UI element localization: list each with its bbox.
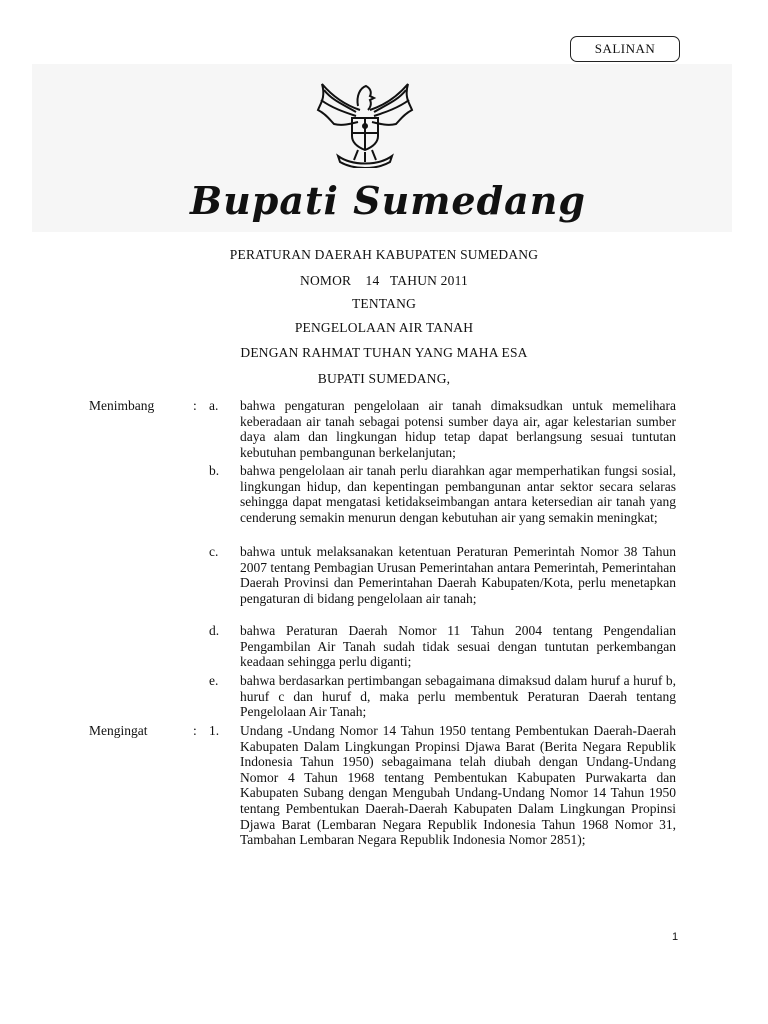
- menimbang-item-e-num: e.: [209, 673, 219, 688]
- menimbang-item-c-num: c.: [209, 544, 219, 559]
- menimbang-item-d-text: bahwa Peraturan Daerah Nomor 11 Tahun 2004 tentang Pengendalian Pengambilan Air Tanah sudah tidak sesuai dengan tuntutan perkembangan keadaan sehingga perlu diganti;: [240, 623, 676, 670]
- garuda-emblem-icon: [312, 76, 418, 168]
- regulation-number: NOMOR 14 TAHUN 2011: [300, 273, 468, 288]
- mengingat-label: Mengingat: [89, 723, 148, 738]
- menimbang-item-e-text: bahwa berdasarkan pertimbangan sebagaimana dimaksud dalam huruf a huruf b, huruf c dan huruf d, maka perlu membentuk Peraturan Daerah tentang Pengelolaan Air Tanah;: [240, 673, 676, 720]
- mengingat-colon: :: [193, 723, 197, 738]
- page-number: 1: [672, 931, 679, 943]
- menimbang-item-d-num: d.: [209, 623, 220, 638]
- issuer-line: BUPATI SUMEDANG,: [317, 371, 451, 386]
- menimbang-item-a-text: bahwa pengaturan pengelolaan air tanah dimaksudkan untuk memelihara keberadaan air tanah sebagai potensi sumber daya air, agar kelestarian sumber daya alam dan lingkungan hidup tetap dapat berlangsung sesuai tuntutan kebutuhan pembangunan berkelanjutan;: [240, 398, 676, 460]
- regulation-title: PERATURAN DAERAH KABUPATEN SUMEDANG: [229, 247, 539, 262]
- menimbang-item-b-num: b.: [209, 463, 220, 478]
- mengingat-item-1-text: Undang -Undang Nomor 14 Tahun 1950 tentang Pembentukan Daerah-Daerah Kabupaten Dalam Lingkungan Propinsi Djawa Barat (Berita Negara Republik Indonesia Tahun 1950) sebagaimana telah diubah dengan Undang-Undang Nomor 4 Tahun 1968 tentang Pembentukan Kabupaten Purwakarta dan Kabupaten Subang dengan Mengubah Undang-Undang Nomor 14 Tahun 1950 tentang Pembentukan Daerah-Daerah Kabupaten Dalam Lingkungan Propinsi Djawa Barat (Lembaran Negara Republik Indonesia Tahun 1968 Nomor 31, Tambahan Lembaran Negara Republik Indonesia Nomor 2851);: [240, 723, 676, 848]
- mengingat-item-1-num: 1.: [209, 723, 220, 738]
- menimbang-item-a-num: a.: [209, 398, 219, 413]
- bupati-sumedang-script-heading: Bupati Sumedang: [190, 178, 587, 223]
- menimbang-item-b-text: bahwa pengelolaan air tanah perlu diarahkan agar memperhatikan fungsi sosial, lingkungan hidup, dan kepentingan pembangunan antar sektor secara selaras sehingga dapat mengatasi ketidakseimbangan antara ketersedian air tanah yang cenderung semakin menurun dengan kebutuhan air yang semakin meningkat;: [240, 463, 676, 525]
- menimbang-item-c-text: bahwa untuk melaksanakan ketentuan Peraturan Pemerintah Nomor 38 Tahun 2007 tentang Pembagian Urusan Pemerintahan antara Pemerintah, Pemerintahan Daerah Provinsi dan Pemerintahan Daerah Kabupaten/Kota, perlu menetapkan pengaturan di bidang pengelolaan air tanah;: [240, 544, 676, 606]
- tentang-label: TENTANG: [351, 296, 417, 311]
- menimbang-colon: :: [193, 398, 197, 413]
- regulation-subject: PENGELOLAAN AIR TANAH: [294, 320, 474, 335]
- salinan-stamp: SALINAN: [570, 36, 680, 62]
- menimbang-label: Menimbang: [89, 398, 155, 413]
- preamble-line: DENGAN RAHMAT TUHAN YANG MAHA ESA: [240, 345, 528, 360]
